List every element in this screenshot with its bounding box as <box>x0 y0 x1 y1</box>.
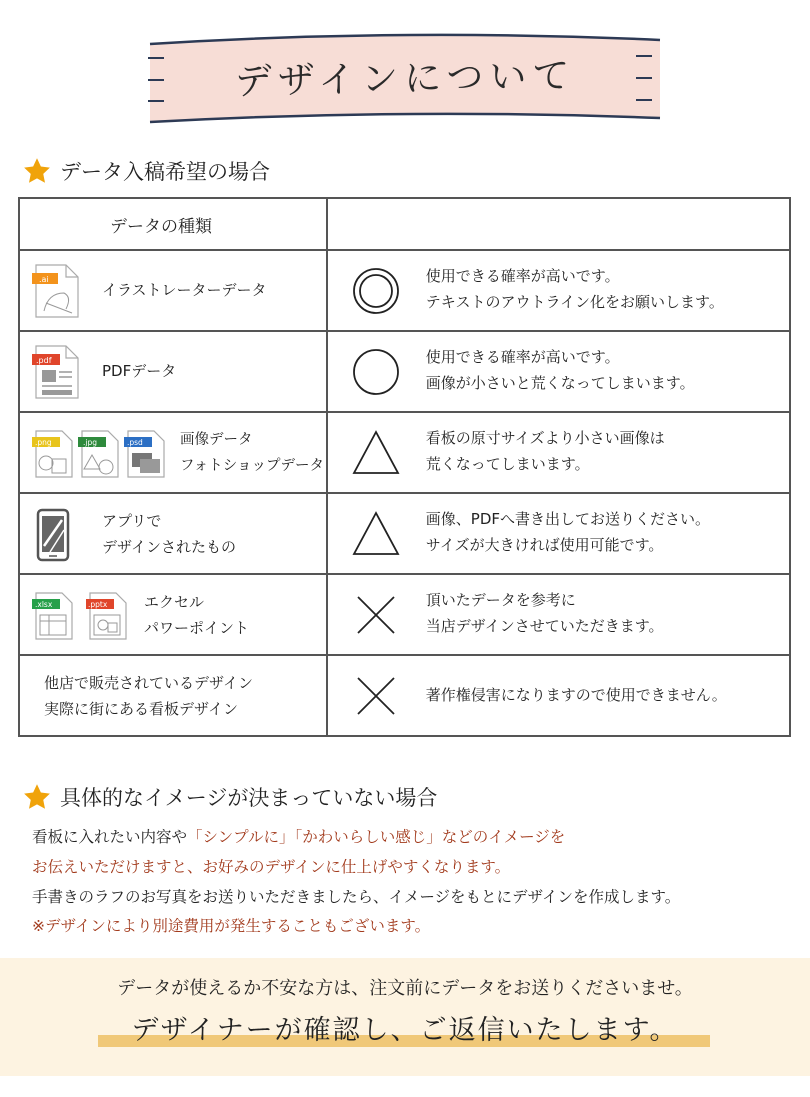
header-label: データの種類 <box>110 216 212 237</box>
table-row <box>19 331 790 412</box>
paragraph-note: ※デザインにより別途費用が発生することもございます。 <box>32 917 431 935</box>
table-row <box>19 574 790 655</box>
row-description <box>426 263 724 315</box>
row-description <box>426 587 664 639</box>
table-row <box>19 493 790 574</box>
ai-file-icon <box>32 263 82 319</box>
table-header-row <box>19 198 790 250</box>
row-label <box>44 670 253 722</box>
page-title: デザインについて <box>234 54 576 103</box>
triangle-icon <box>352 510 400 558</box>
row-label <box>144 589 249 641</box>
label-line-1: エクセル <box>144 593 205 611</box>
desc-line-1: 著作権侵害になりますので使用できません。 <box>425 686 727 704</box>
paragraph-line-2: お伝えいただけますと、お好みのデザインに仕上げやすくなります。 <box>32 858 511 876</box>
label-line-1: 他店で販売されているデザイン <box>44 674 253 692</box>
row-label <box>102 508 236 560</box>
title-banner <box>0 0 810 140</box>
header-cell-type <box>19 198 327 250</box>
circle-icon <box>352 348 400 396</box>
triangle-icon <box>352 429 400 477</box>
office-file-icons <box>32 587 142 643</box>
section-heading-data-submission <box>22 154 270 188</box>
svg-text:.png: .png <box>35 438 52 447</box>
desc-line-1: 使用できる確率が高いです。 <box>425 348 620 366</box>
desc-line-1: 看板の原寸サイズより小さい画像は <box>425 429 665 447</box>
cross-icon <box>352 672 400 720</box>
paragraph-line-1 <box>32 825 565 847</box>
row-label: PDFデータ <box>102 362 177 380</box>
pptx-file-icon <box>86 593 126 639</box>
row-label: イラストレーターデータ <box>102 281 267 299</box>
tablet-icon <box>34 508 84 564</box>
svg-text:.xlsx: .xlsx <box>35 600 53 609</box>
note-line-1: データが使えるか不安な方は、注文前にデータをお送りくださいませ。 <box>117 978 693 999</box>
svg-text:.psd: .psd <box>127 438 143 447</box>
pdf-file-icon <box>32 344 82 400</box>
desc-line-2: 当店デザインさせていただきます。 <box>425 617 664 635</box>
svg-text:.pptx: .pptx <box>88 600 108 609</box>
label-line-2: パワーポイント <box>144 619 250 637</box>
label-line-2: フォトショップデータ <box>180 458 324 474</box>
section-heading-text: データ入稿希望の場合 <box>60 160 270 184</box>
image-file-icons <box>32 425 182 481</box>
desc-line-2: テキストのアウトライン化をお願いします。 <box>425 293 724 311</box>
note-line-2: デザイナーが確認し、ご返信いたします。 <box>131 1015 679 1046</box>
section-heading-no-image <box>22 780 437 814</box>
label-line-1: アプリで <box>102 512 162 530</box>
desc-line-1: 頂いたデータを参考に <box>425 591 576 609</box>
png-file-icon <box>32 431 72 477</box>
desc-line-2: サイズが大きければ使用可能です。 <box>425 536 664 554</box>
table-row <box>19 250 790 331</box>
paragraph-line-3: 手書きのラフのお写真をお送りいただきましたら、イメージをもとにデザインを作成します。 <box>32 888 681 906</box>
section-heading-text: 具体的なイメージが決まっていない場合 <box>60 786 438 810</box>
paragraph-text: 看板に入れたい内容や <box>32 828 188 846</box>
row-description <box>426 344 695 396</box>
row-description <box>426 425 665 477</box>
table-row <box>19 655 790 736</box>
cross-icon <box>352 591 400 639</box>
label-line-1: 画像データ <box>180 432 253 448</box>
star-icon <box>22 156 52 186</box>
paragraph-highlight: 「シンプルに」「かわいらしい感じ」などのイメージを <box>187 828 566 846</box>
jpg-file-icon <box>78 431 118 477</box>
desc-line-1: 画像、PDFへ書き出してお送りください。 <box>425 510 711 528</box>
xlsx-file-icon <box>32 593 72 639</box>
header-cell-availability <box>327 198 790 250</box>
data-type-table <box>18 197 791 737</box>
row-label <box>180 427 324 479</box>
row-description <box>426 682 727 708</box>
table-row <box>19 412 790 493</box>
star-icon <box>22 782 52 812</box>
double-circle-icon <box>352 267 400 315</box>
label-line-2: デザインされたもの <box>102 538 236 556</box>
desc-line-2: 荒くなってしまいます。 <box>425 455 590 473</box>
row-description <box>426 506 710 558</box>
label-line-2: 実際に街にある看板デザイン <box>44 700 238 718</box>
svg-text:.jpg: .jpg <box>83 438 97 447</box>
desc-line-1: 使用できる確率が高いです。 <box>425 267 620 285</box>
psd-file-icon <box>124 431 164 477</box>
svg-text:.pdf: .pdf <box>36 356 52 365</box>
desc-line-2: 画像が小さいと荒くなってしまいます。 <box>425 374 695 392</box>
svg-text:.ai: .ai <box>39 275 49 284</box>
